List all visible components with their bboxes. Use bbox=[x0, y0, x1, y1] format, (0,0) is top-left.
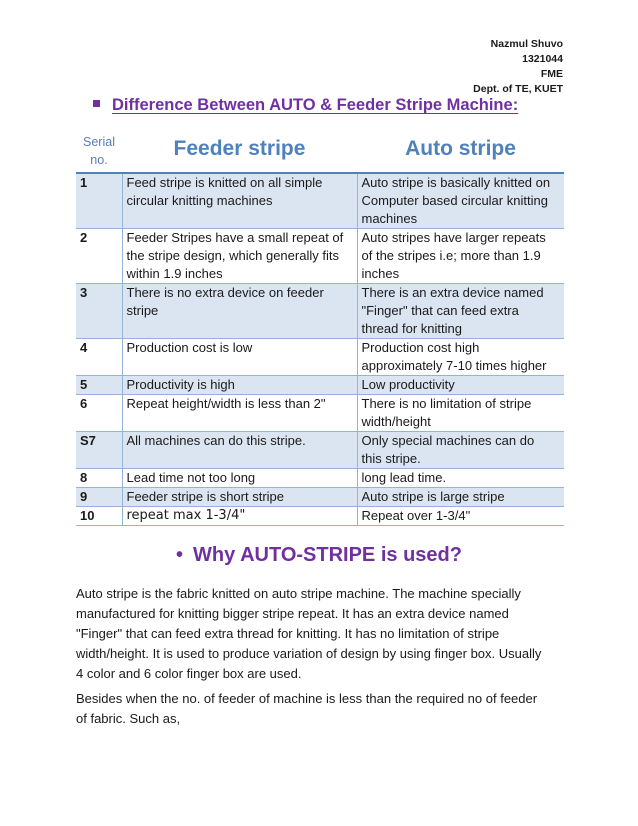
cell-line: approximately 7-10 times higher bbox=[361, 358, 547, 373]
cell-line: Productivity is high bbox=[126, 377, 235, 392]
square-bullet-icon bbox=[93, 100, 100, 107]
table-row bbox=[76, 469, 564, 488]
cell-line: Feeder Stripes have a small repeat of bbox=[126, 230, 344, 245]
paragraph-auto-stripe bbox=[76, 584, 576, 684]
cell-line: Repeat over 1-3/4" bbox=[361, 508, 471, 523]
cell-auto bbox=[357, 339, 564, 376]
author-name: Nazmul Shuvo bbox=[490, 38, 563, 50]
cell-line: Feed stripe is knitted on all simple bbox=[126, 175, 323, 190]
paragraph-line: Besides when the no. of feeder of machine is less than the required no of feeder bbox=[76, 691, 538, 706]
header-serial-line: no. bbox=[90, 153, 108, 167]
author-id: 1321044 bbox=[522, 53, 563, 65]
cell-auto bbox=[357, 488, 564, 507]
cell-feeder bbox=[122, 469, 357, 488]
cell-feeder bbox=[122, 395, 357, 432]
cell-serial: 8 bbox=[76, 469, 122, 488]
table-row bbox=[76, 284, 564, 339]
table-row bbox=[76, 395, 564, 432]
paragraph-line: "Finger" that can feed extra thread for knitting. It has no limitation of stripe bbox=[76, 626, 500, 641]
cell-line: Only special machines can do bbox=[361, 433, 535, 448]
cell-line: Auto stripe is basically knitted on bbox=[361, 175, 551, 190]
cell-serial: 2 bbox=[76, 229, 122, 284]
cell-auto bbox=[357, 284, 564, 339]
cell-feeder bbox=[122, 488, 357, 507]
round-bullet-icon: • bbox=[176, 544, 184, 566]
author-dept: Dept. of TE, KUET bbox=[473, 83, 563, 95]
cell-line: the stripe design, which generally fits bbox=[126, 248, 339, 263]
author-program: FME bbox=[540, 68, 563, 80]
cell-feeder bbox=[122, 284, 357, 339]
author-block bbox=[473, 37, 563, 97]
table-row bbox=[76, 229, 564, 284]
cell-feeder bbox=[122, 339, 357, 376]
cell-line: of the stripes i.e; more than 1.9 bbox=[361, 248, 541, 263]
cell-line: width/height bbox=[361, 414, 431, 429]
cell-line: All machines can do this stripe. bbox=[126, 433, 306, 448]
header-serial-line: Serial bbox=[83, 135, 115, 149]
cell-line: thread for knitting bbox=[361, 321, 462, 336]
paragraph-line: manufactured for knitting bigger stripe repeat. It has an extra device named bbox=[76, 606, 509, 621]
cell-line: There is no limitation of stripe bbox=[361, 396, 532, 411]
cell-serial: 6 bbox=[76, 395, 122, 432]
cell-line: Computer based circular knitting bbox=[361, 193, 548, 208]
paragraph-line: 4 color and 6 color finger box are used. bbox=[76, 666, 302, 681]
cell-line: Low productivity bbox=[361, 377, 455, 392]
paragraph-feeder-note bbox=[76, 689, 576, 729]
cell-line: Auto stripes have larger repeats bbox=[361, 230, 546, 245]
cell-line: long lead time. bbox=[361, 470, 447, 485]
table-row bbox=[76, 339, 564, 376]
cell-line: There is no extra device on feeder bbox=[126, 285, 324, 300]
cell-line: Lead time not too long bbox=[126, 470, 256, 485]
cell-line: Feeder stripe is short stripe bbox=[126, 489, 285, 504]
cell-serial: 9 bbox=[76, 488, 122, 507]
cell-feeder bbox=[122, 507, 357, 526]
table-row bbox=[76, 507, 564, 526]
cell-auto bbox=[357, 376, 564, 395]
cell-serial: S7 bbox=[76, 432, 122, 469]
table-row bbox=[76, 376, 564, 395]
cell-serial: 1 bbox=[76, 173, 122, 229]
paragraph-line: width/height. It is used to produce variation of design by using finger box. Usually bbox=[76, 646, 542, 661]
table-row bbox=[76, 488, 564, 507]
cell-feeder bbox=[122, 432, 357, 469]
cell-line: inches bbox=[361, 266, 400, 281]
header-feeder-stripe: Feeder stripe bbox=[122, 130, 357, 173]
cell-auto bbox=[357, 395, 564, 432]
section-heading-text: Difference Between AUTO & Feeder Stripe Machine: bbox=[112, 96, 519, 114]
cell-line: repeat max 1-3/4" bbox=[126, 508, 246, 523]
cell-auto bbox=[357, 507, 564, 526]
section-heading bbox=[93, 96, 518, 115]
cell-auto bbox=[357, 229, 564, 284]
cell-feeder bbox=[122, 376, 357, 395]
cell-feeder bbox=[122, 229, 357, 284]
cell-line: machines bbox=[361, 211, 418, 226]
table-row bbox=[76, 173, 564, 229]
cell-line: Repeat height/width is less than 2" bbox=[126, 396, 326, 411]
cell-line: Production cost is low bbox=[126, 340, 253, 355]
cell-feeder bbox=[122, 173, 357, 229]
cell-line: Auto stripe is large stripe bbox=[361, 489, 505, 504]
paragraph-line: of fabric. Such as, bbox=[76, 711, 181, 726]
cell-line: within 1.9 inches bbox=[126, 266, 223, 281]
cell-serial: 10 bbox=[76, 507, 122, 526]
cell-line: circular knitting machines bbox=[126, 193, 273, 208]
comparison-table bbox=[76, 130, 564, 526]
cell-auto bbox=[357, 432, 564, 469]
why-heading bbox=[0, 544, 638, 567]
cell-line: stripe bbox=[126, 303, 159, 318]
cell-line: this stripe. bbox=[361, 451, 421, 466]
cell-serial: 3 bbox=[76, 284, 122, 339]
cell-auto bbox=[357, 173, 564, 229]
paragraph-line: Auto stripe is the fabric knitted on auto stripe machine. The machine specially bbox=[76, 586, 521, 601]
why-heading-text: Why AUTO-STRIPE is used? bbox=[193, 544, 462, 566]
cell-serial: 4 bbox=[76, 339, 122, 376]
header-auto-stripe: Auto stripe bbox=[357, 130, 564, 173]
cell-line: Production cost high bbox=[361, 340, 480, 355]
header-serial bbox=[76, 130, 122, 173]
cell-auto bbox=[357, 469, 564, 488]
table-header-row bbox=[76, 130, 564, 173]
table-row bbox=[76, 432, 564, 469]
cell-serial: 5 bbox=[76, 376, 122, 395]
cell-line: "Finger" that can feed extra bbox=[361, 303, 519, 318]
cell-line: There is an extra device named bbox=[361, 285, 544, 300]
